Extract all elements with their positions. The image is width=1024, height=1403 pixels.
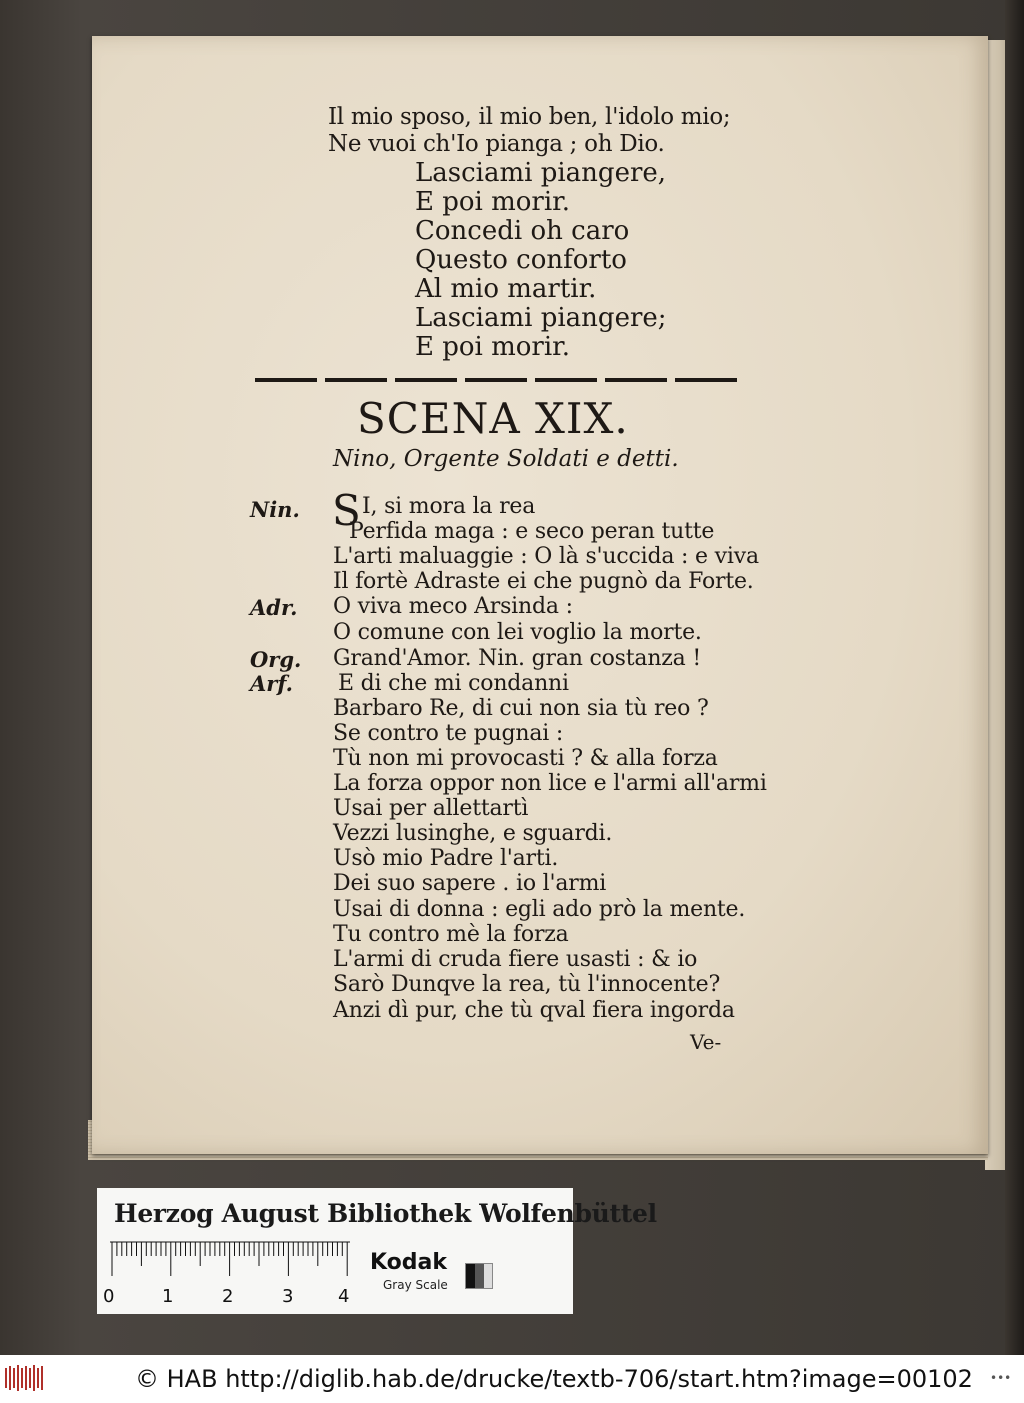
dialogue-line: O comune con lei voglio la morte.	[333, 620, 702, 645]
dialogue-line: Perfida maga : e seco peran tutte	[349, 519, 715, 544]
measurement-ruler	[110, 1240, 350, 1280]
aria-verse: Al mio martir.	[415, 274, 597, 304]
aria-line: Ne vuoi ch'Io pianga ; oh Dio.	[328, 131, 665, 157]
scene-characters: Nino, Orgente Soldati e detti.	[333, 446, 679, 472]
dialogue-line: Grand'Amor. Nin. gran costanza !	[333, 646, 702, 671]
ruler-number: 0	[103, 1286, 115, 1307]
dialogue-line: Tu contro mè la forza	[333, 922, 569, 947]
dialogue-line: Usò mio Padre l'arti.	[333, 846, 559, 871]
dialogue-line: E di che mi condanni	[338, 671, 569, 696]
aria-verse: Lasciami piangere,	[415, 158, 667, 188]
dialogue-line: O viva meco Arsinda :	[333, 594, 573, 619]
speaker-label: Nin.	[250, 497, 300, 522]
dialogue-line: Il fortè Adraste ei che pugnò da Forte.	[333, 569, 754, 594]
speaker-label: Adr.	[250, 595, 298, 620]
hab-logo-icon	[4, 1364, 44, 1392]
dialogue-line: Vezzi lusinghe, e sguardi.	[333, 821, 613, 846]
aria-verse: Lasciami piangere;	[415, 303, 667, 333]
dialogue-line: Se contro te pugnai :	[333, 721, 564, 746]
copyright-url[interactable]: © HAB http://diglib.hab.de/drucke/textb-706/start.htm?image=00102	[135, 1365, 973, 1393]
dialogue-line: L'arti maluaggie : O là s'uccida : e viva	[333, 544, 759, 569]
section-divider	[255, 378, 740, 382]
dialogue-line: L'armi di cruda fiere usasti : & io	[333, 947, 698, 972]
aria-verse: E poi morir.	[415, 187, 571, 217]
ruler-number: 3	[282, 1286, 294, 1307]
gray-scale-label: Gray Scale	[383, 1278, 448, 1292]
aria-line: Il mio sposo, il mio ben, l'idolo mio;	[328, 104, 731, 130]
dialogue-line: Dei suo sapere . io l'armi	[333, 871, 607, 896]
dialogue-line: La forza oppor non lice e l'armi all'armi	[333, 771, 767, 796]
speaker-label: Arf.	[250, 671, 293, 696]
dialogue-line: Usai di donna : egli ado prò la mente.	[333, 897, 746, 922]
ruler-number: 1	[162, 1286, 174, 1307]
dialogue-line: Barbaro Re, di cui non sia tù reo ?	[333, 696, 709, 721]
dialogue-line: Anzi dì pur, che tù qval fiera ingorda	[333, 998, 735, 1023]
book-cover-edge	[1005, 0, 1024, 1355]
drop-cap: S	[332, 486, 361, 535]
ruler-number: 4	[338, 1286, 350, 1307]
aria-verse: E poi morir.	[415, 332, 571, 362]
kodak-brand: Kodak	[370, 1250, 447, 1275]
aria-verse: Questo conforto	[415, 245, 627, 275]
library-name: Herzog August Bibliothek Wolfenbüttel	[114, 1199, 657, 1228]
dialogue-line: Tù non mi provocasti ? & alla forza	[333, 746, 718, 771]
dialogue-line: I, si mora la rea	[362, 494, 536, 519]
more-options-icon[interactable]: •••	[990, 1371, 1012, 1385]
dialogue-line: Usai per allettartì	[333, 796, 529, 821]
gray-swatch	[465, 1263, 493, 1289]
scene-title: SCENA XIX.	[357, 394, 629, 443]
aria-verse: Concedi oh caro	[415, 216, 630, 246]
ruler-number: 2	[222, 1286, 234, 1307]
dialogue-line: Sarò Dunqve la rea, tù l'innocente?	[333, 972, 721, 997]
catchword: Ve-	[690, 1030, 722, 1054]
speaker-label: Org.	[250, 647, 302, 672]
